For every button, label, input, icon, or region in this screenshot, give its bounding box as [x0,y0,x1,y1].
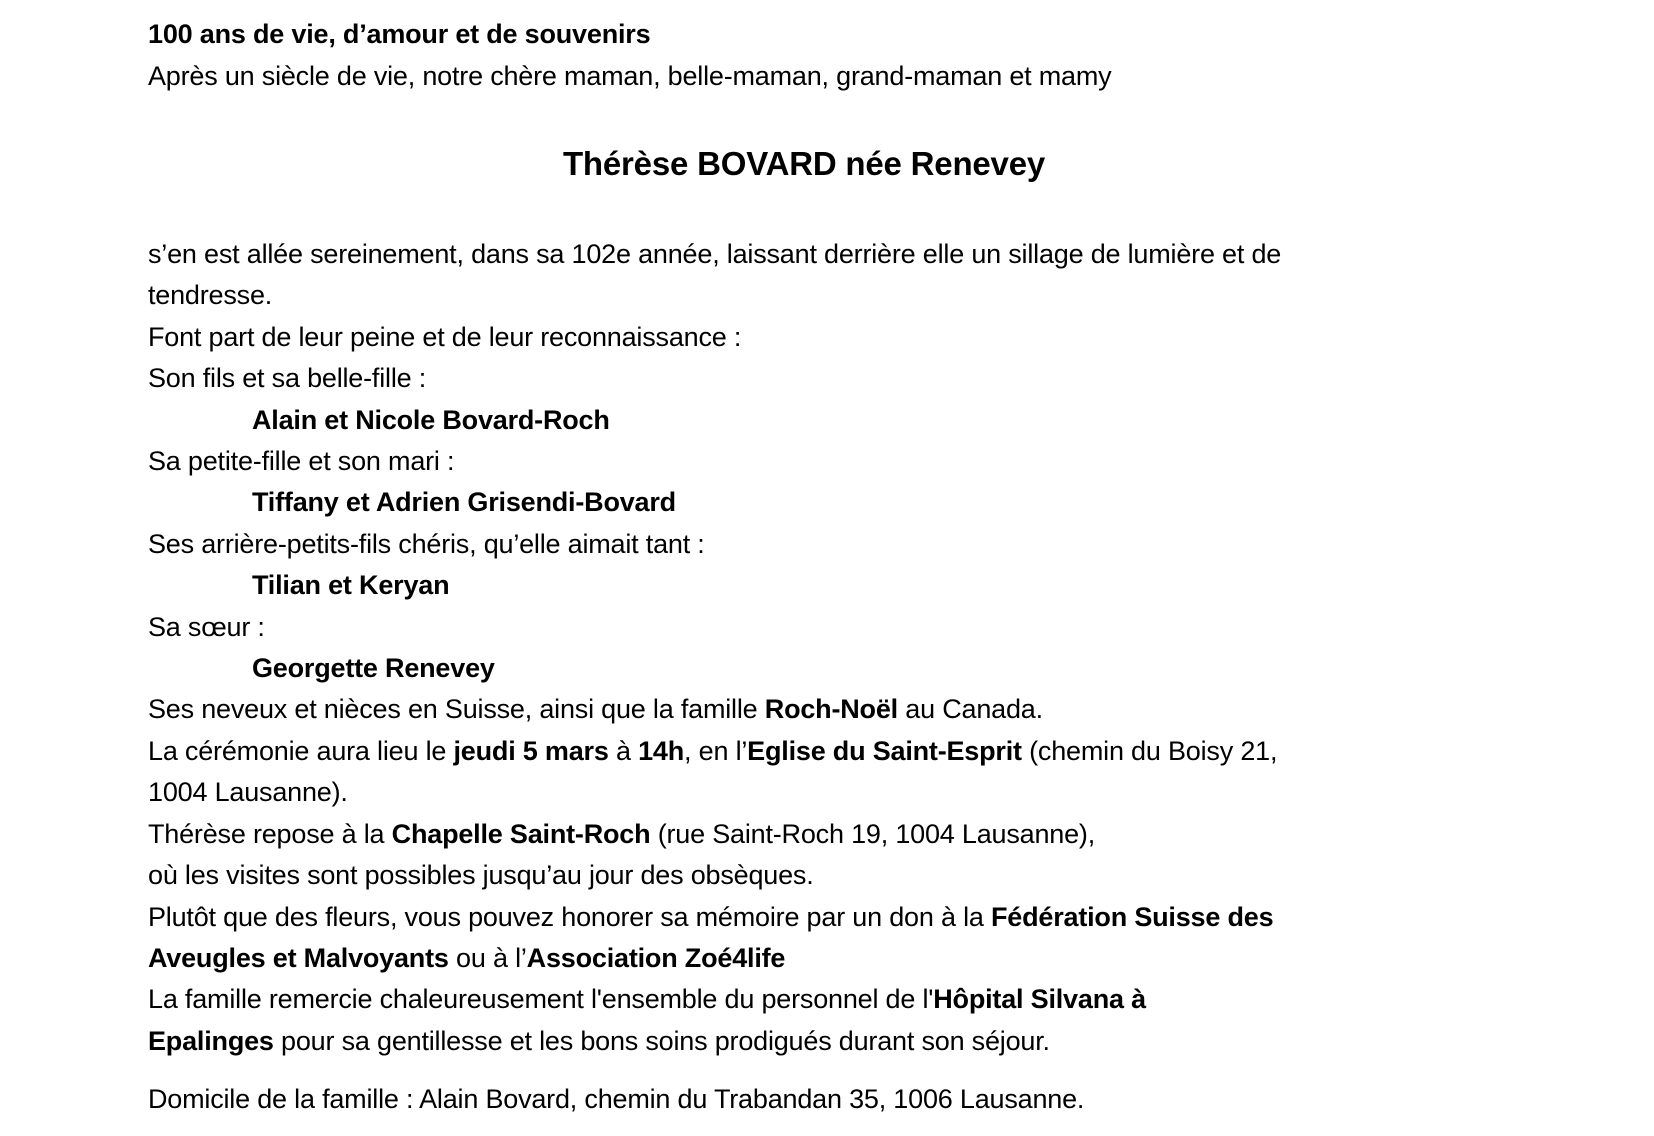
body-line [148,772,1460,813]
body-line [148,855,1460,896]
body-line [148,814,1460,855]
text-segment: Son fils et sa belle-fille : [148,363,427,394]
bold-text-segment: jeudi 5 mars [453,735,609,766]
bold-text-segment: Georgette Renevey [252,653,495,684]
text-segment: Sa petite-fille et son mari : [148,446,455,477]
body-line [148,731,1460,772]
text-segment: 1004 Lausanne). [148,777,348,808]
text-segment: , en l’ [684,735,748,766]
bold-text-segment: Tilian et Keryan [252,570,450,601]
body-line [148,482,1460,523]
body-line [148,524,1460,565]
text-segment: Thérèse repose à la [148,818,392,849]
text-segment: Font part de leur peine et de leur reconnaissance : [148,321,742,352]
text-segment: Plutôt que des fleurs, vous pouvez honorer sa mémoire par un don à la [148,901,991,932]
body-line [148,689,1460,730]
text-segment: Ses neveux et nièces en Suisse, ainsi que la famille [148,694,765,725]
body-line [148,358,1460,399]
text-segment: où les visites sont possibles jusqu’au jour des obsèques. [148,860,814,891]
bold-text-segment: Hôpital Silvana à [933,984,1146,1015]
text-segment: au Canada. [897,694,1043,725]
bold-text-segment: Roch-Noël [764,694,898,725]
document-header [148,0,1460,97]
text-segment: s’en est allée sereinement, dans sa 102e année, laissant derrière elle un sillage de lumière et de [148,239,1282,269]
text-segment: Sa sœur : [148,611,265,642]
bold-text-segment: 14h [638,735,685,766]
bold-text-segment: Tiffany et Adrien Grisendi-Bovard [252,487,676,518]
text-segment: tendresse. [148,280,273,311]
body-line [148,979,1460,1020]
text-segment: (rue Saint-Roch 19, 1004 Lausanne), [650,818,1095,849]
body-line [148,607,1460,648]
text-segment: (chemin du Boisy 21, [1021,735,1278,766]
bold-text-segment: Eglise du Saint-Esprit [747,735,1022,766]
text-segment: à [608,735,639,766]
body-line [148,441,1460,482]
bold-text-segment: Chapelle Saint-Roch [391,818,651,849]
text-segment: Domicile de la famille : Alain Bovard, chemin du Trabandan 35, 1006 Lausanne. [148,1084,1085,1115]
text-segment: La cérémonie aura lieu le [148,735,454,766]
body-line [148,317,1460,358]
text-segment: ou à l’ [448,942,527,973]
text-segment: pour sa gentillesse et les bons soins prodigués durant son séjour. [273,1025,1050,1056]
body-line [148,897,1460,938]
bold-text-segment: Epalinges [148,1025,274,1056]
bold-text-segment: Association Zoé4life [526,942,786,973]
body-line [148,938,1460,979]
header-line-1: 100 ans de vie, d’amour et de souvenirs [148,19,651,49]
body-line [148,648,1460,689]
body-line [148,565,1460,606]
header-line-2: Après un siècle de vie, notre chère maman, belle-maman, grand-maman et mamy [148,61,1112,91]
body-line [148,400,1460,441]
document-body [148,234,1460,1121]
text-segment: Ses arrière-petits-fils chéris, qu’elle aimait tant : [148,528,705,559]
bold-text-segment: Aveugles et Malvoyants [148,942,449,973]
bold-text-segment: Alain et Nicole Bovard-Roch [252,404,610,435]
deceased-name-title: Thérèse BOVARD née Renevey [562,145,1046,182]
body-line [148,234,1460,275]
body-line [148,275,1460,316]
body-line [148,1079,1460,1120]
body-line [148,1021,1460,1062]
text-segment: La famille remercie chaleureusement l'ensemble du personnel de l' [148,984,934,1015]
bold-text-segment: Fédération Suisse des [991,901,1274,932]
document-content [148,0,1460,1121]
